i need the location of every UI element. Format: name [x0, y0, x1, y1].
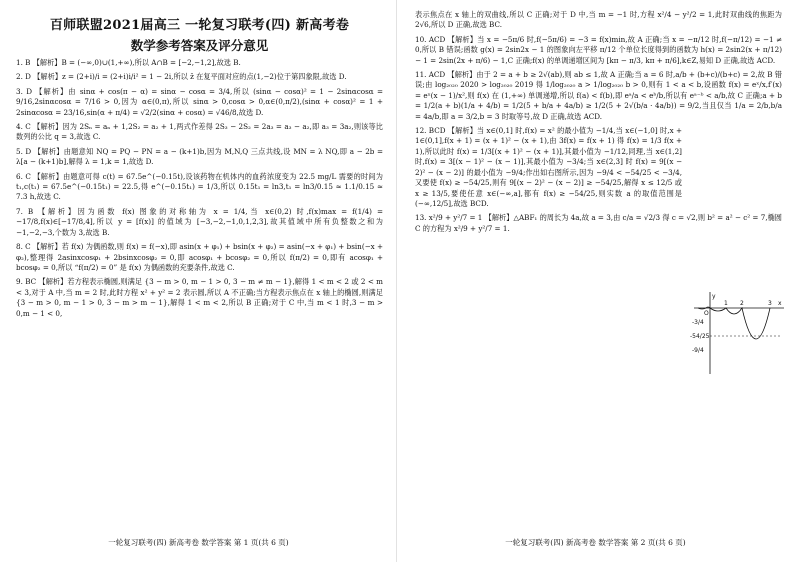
graph-label-minus-9-4: -9/4 — [692, 347, 704, 354]
left-page-footer: 一轮复习联考(四) 新高考卷 数学答案 第 1 页(共 6 页) — [108, 538, 289, 547]
graph-label-minus-54-25: -54/25 — [690, 333, 710, 340]
right-page — [397, 0, 794, 562]
answer-10: 10. ACD 【解析】当 x = −5π/6 时,f(−5π/6) = −3 = f(x)min,故 A 正确;当 x = −π/12 时,f(−π/12) = −1 ≠ 0,所以 B 错误;函数 g(x) = 2sin2x − 1 的图象向左平移 π/12 个单位长度得到的函数为 h(x) = 2sin2(x + π/12) − 1 = 2sin(2x + π/6) − 1,C 正确;f(x) 的单调递增区间为 [kπ − π/3, kπ + π/6],k∈Z,易知 D 正确,故选 ACD. — [415, 34, 782, 65]
answer-6: 6. C 【解析】由题意可得 c(t) = 67.5e^(−0.15t),设该药物在机体内的血药浓度变为 22.5 mg/L 需要的时间为 t₁,c(t₁) = 67.5e^(−0.15t₁) = 22.5,得 e^(−0.15t₁) = 1/3,所以 0.15t₁ = ln3,t₁ = ln3/0.15 ≈ 1.1/0.15 ≈ 7.3 h,故选 C. — [16, 171, 383, 202]
graph-label-tick-3: 3 — [768, 300, 772, 307]
answer-12: 12. BCD 【解析】当 x∈(0,1] 时,f(x) = x² 的最小值为 −1/4,当 x∈(−1,0] 时,x + 1∈(0,1],f(x + 1) = (x + 1)² − (x + 1),由 3f(x) = f(x + 1) 得 f(x) = 1/3 f(x + 1),所以此时 f(x) = 1/3[(x + 1)² − (x + 1)],其最小值为 −1/12,同理,当 x∈(1,2] 时,f(x) = 3[(x − 1)² − (x − 1)],其最小值为 −3/4;当 x∈(2,3] 时 f(x) = 9[(x − 2)² − (x − 2)] 的最小值为 −9/4;作出如右图所示,因为 −9/4 < −54/25 < −3/4,又要使 f(x) ≥ −54/25,则有 9[(x − 2)² − (x − 2)] ≥ −54/25,解得 x ≤ 12/5 或 x ≥ 13/5,要使任意 x∈(−∞,a],都有 f(x) ≥ −54/25,则实数 a 的取值范围是 (−∞,12/5],故选 BCD. — [415, 126, 682, 208]
function-graph — [690, 290, 786, 376]
answer-5: 5. D 【解析】由题意知 NQ = PQ − PN = a − (k+1)b,因为 M,N,Q 三点共线,设 MN = λ NQ,即 a − 2b = λ[a − (k+1)b],解得 λ = 1,k = 1,故选 D. — [16, 146, 383, 167]
answer-2: 2. D 【解析】z = (2+i)/i = (2+i)i/i² = 1 − 2i,所以 z̄ 在复平面对应的点(1,−2)位于第四象限,故选 D. — [16, 72, 347, 82]
graph-label-x: x — [778, 300, 782, 307]
answer-7: 7. B 【解析】因为函数 f(x) 图象的对称轴为 x = 1/4,当 x∈(0,2) 时,f(x)max = f(1/4) = −17/8,f(x)∈[−17/8,4],所以 y = [f(x)] 的值域为 [−3,−2,−1,0,1,2,3],故其值域中所有负整数之和为 −1,−2,−3,个数为 3,故选 B. — [16, 206, 383, 237]
answer-4: 4. C 【解析】因为 2Sₙ = aₙ + 1,2S₂ = a₂ + 1,两式作差得 2S₃ − 2S₂ = 2a₃ = a₃ − a₂,即 a₃ = 3a₂,则该等比数列的公比 q = 3,故选 C. — [16, 122, 383, 142]
graph-label-y: y — [712, 293, 716, 300]
graph-label-tick-2: 2 — [740, 300, 744, 307]
answer-1: 1. B 【解析】B = (−∞,0)∪(1,+∞),所以 A∩B = [−2,−1,2],故选 B. — [16, 58, 241, 67]
answer-8: 8. C 【解析】若 f(x) 为偶函数,则 f(x) = f(−x),即 asin(x + φ₁) + bsin(x + φ₂) = asin(−x + φ₁) + bsin(−x + φ₂),整理得 2asinxcosφ₁ + 2bsinxcosφ₂ = 0,即 acosφ₁ + bcosφ₂ = 0,所以 f(π/2) = 0,即有 acosφ₁ + bcosφ₂ = 0,所以 “f(π/2) = 0” 是 f(x) 为偶函数的充要条件,故选 C. — [16, 242, 384, 272]
answer-13: 13. x²/9 + y²/7 = 1 【解析】△ABF₁ 的周长为 4a,故 a = 3,由 c/a = √2/3 得 c = √2,则 b² = a² − c² = 7,椭圆 C 的方程为 x²/9 + y²/7 = 1. — [415, 213, 782, 233]
answer-3: 3. D 【解析】由 sinα + cos(π − α) = sinα − cosα = 3/4,所以 (sinα − cosα)² = 1 − 2sinαcosα = 9/16,2sinαcosα = 7/16 > 0,因为 α∈(0,π),所以 sinα > 0,cosα > 0,α∈(0,π/2),(sinα + cosα)² = 1 + 2sinαcosα = 23/16,sin(α + π/4) = √2/2(sinα + cosα) = √46/8,故选 D. — [16, 86, 383, 117]
graph-label-origin: O — [704, 310, 709, 317]
answer-9-continued: 表示焦点在 x 轴上的双曲线,所以 C 正确;对于 D 中,当 m = −1 时,方程 x²/4 − y²/2 = 1,此时双曲线的焦距为 2√6,所以 D 正确,故选 BC. — [415, 10, 782, 30]
document-subtitle: 数学参考答案及评分意见 — [130, 38, 269, 53]
right-page-footer: 一轮复习联考(四) 新高考卷 数学答案 第 2 页(共 6 页) — [505, 538, 686, 547]
graph-label-minus-3-4: -3/4 — [692, 319, 704, 326]
answer-11: 11. ACD 【解析】由于 2 = a + b ≥ 2√(ab),则 ab ≤ 1,故 A 正确;当 a = 6 时,a/b + (b+c)/(b+c) = 2,故 B 错误;由 log₂₀₂₀ 2020 > log₂₀₂₀ 2019 得 1/log₂₀₂₀ a > 1/log₂₀₂₀ b > 0,则有 1 < a < b,设函数 f(x) = eˣ/x,f′(x) = eˣ(x − 1)/x²,则 f(x) 在 (1,+∞) 单调递增,所以 f(a) < f(b),即 eᵃ/a < eᵇ/b,所以有 eᵃ⁻ᵇ < a/b,故 C 正确;a + b = 1/2(a + b)(1/a + 4/b) = 1/2(5 + b/a + 4a/b) ≥ 1/2(5 + 2√(b/a · 4a/b)) = 9/2,当且仅当 1/a = 2/b,b/a = 4a/b,即 a = 3/2,b = 3 时取等号,故 D 正确,故选 ACD. — [415, 70, 782, 121]
graph-label-tick-1: 1 — [724, 300, 728, 307]
document-title: 百师联盟2021届高三 一轮复习联考(四) 新高考卷 — [49, 18, 350, 33]
answer-9: 9. BC 【解析】若方程表示椭圆,则满足 {3 − m > 0, m − 1 > 0, 3 − m ≠ m − 1},解得 1 < m < 2 或 2 < m < 3,对于 A 中,当 m = 2 时,此时方程 x² + y² = 2 表示圆,所以 A 不正确;当方程表示焦点在 x 轴上的椭圆,则满足 {3 − m > 0, m − 1 > 0, 3 − m > m − 1},解得 1 < m < 2,所以 B 正确;对于 C 中,当 m < 1 时,3 − m > 0,m − 1 < 0, — [16, 277, 383, 318]
